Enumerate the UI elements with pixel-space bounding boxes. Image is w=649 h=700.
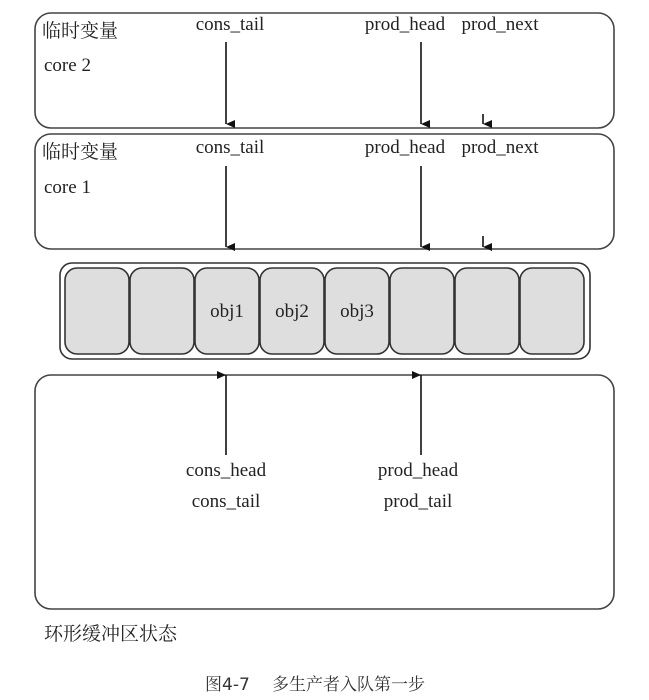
state-cons-head-label: cons_head <box>185 460 267 481</box>
ring-slots <box>65 268 584 354</box>
core2-prod-next-label: prod_next <box>461 14 539 35</box>
core2-cons-tail-label: cons_tail <box>195 14 265 35</box>
core2-prod-head-label: prod_head <box>364 14 446 35</box>
core2-title: 临时变量 <box>42 20 119 42</box>
core1-prod-next-label: prod_next <box>461 137 539 158</box>
ring-slot <box>520 268 584 354</box>
core1-name: core 1 <box>44 177 91 198</box>
ring-slot <box>455 268 519 354</box>
core1-title: 临时变量 <box>42 141 119 163</box>
core1-cons-tail-label: cons_tail <box>195 137 265 158</box>
state-cons-tail-label: cons_tail <box>191 491 261 512</box>
ring-slot <box>390 268 454 354</box>
state-box <box>35 375 614 609</box>
state-prod-tail-label: prod_tail <box>383 491 453 512</box>
ring-slot-label: obj2 <box>275 301 309 322</box>
ring-slot-label: obj3 <box>340 301 374 322</box>
ring-slot <box>65 268 129 354</box>
figure-number: 图4-7 <box>205 675 250 695</box>
core1-prod-head-label: prod_head <box>364 137 446 158</box>
ring-slot-label: obj1 <box>210 301 244 322</box>
ring-slot <box>130 268 194 354</box>
core2-name: core 2 <box>44 55 91 76</box>
figure-title: 多生产者入队第一步 <box>272 675 425 695</box>
state-prod-head-label: prod_head <box>377 460 459 481</box>
state-label: 环形缓冲区状态 <box>44 623 178 645</box>
